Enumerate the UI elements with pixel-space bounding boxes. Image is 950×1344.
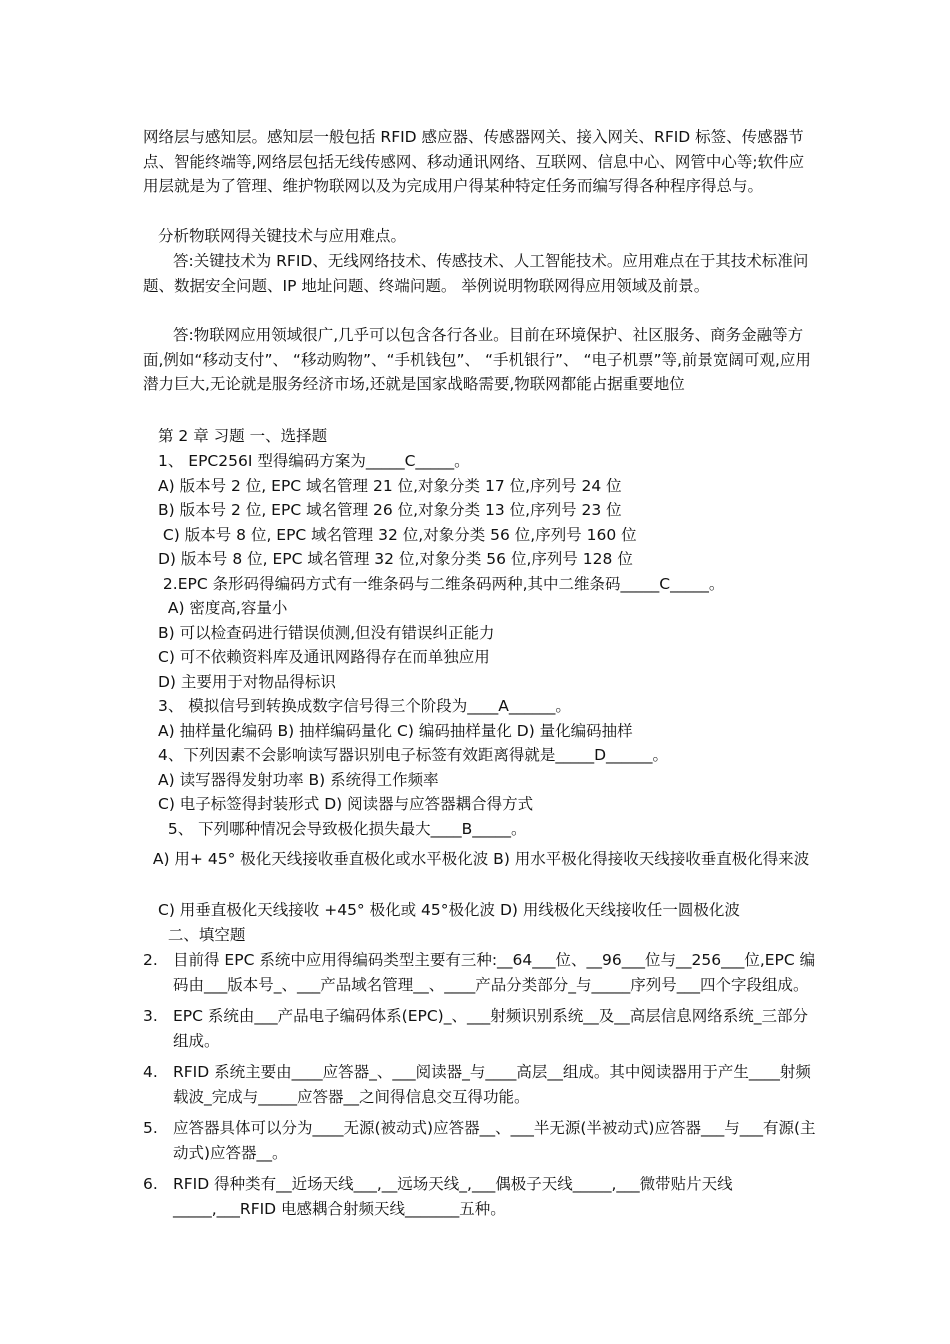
- paragraph-layers: 网络层与感知层。感知层一般包括 RFID 感应器、传感器网关、接入网关、RFID 标签、传感器节点、智能终端等,网络层包括无线传感网、移动通讯网络、互联网、信息中心、网管中心等;软件应用层就是为了管理、维护物联网以及为完成用户得某种特定任务而编写得各种程序得总与。: [143, 128, 805, 195]
- fill-item-text: RFID 系统主要由____应答器_、___阅读器_与____高层__组成。其中阅读器用于产生____射频载波_完成与_____应答器__之间得信息交互得功能。: [173, 1063, 811, 1106]
- mc-line: A) 抽样量化编码 B) 抽样编码量化 C) 编码抽样量化 D) 量化编码抽样: [158, 721, 633, 740]
- fill-item-number: 5.: [143, 1119, 158, 1137]
- mc-line: B) 可以检查码进行错误侦测,但没有错误纠正能力: [158, 623, 495, 642]
- fill-item-number: 6.: [143, 1175, 158, 1193]
- fill-item-text: 应答器具体可以分为____无源(被动式)应答器__、___半无源(半被动式)应答器___与___有源(主动式)应答器__。: [173, 1119, 816, 1162]
- fill-in-list: [143, 948, 818, 1228]
- fill-item: [143, 1116, 818, 1165]
- fill-item-number: 2.: [143, 951, 158, 969]
- mc-line: C) 可不依赖资料库及通讯网路得存在而单独应用: [158, 648, 490, 666]
- mc5-options-ab: A) 用+ 45° 极化天线接收垂直极化或水平极化波 B) 用水平极化得接收天线接收垂直极化得来波: [143, 850, 810, 868]
- mc-line: D) 主要用于对物品得标识: [158, 672, 336, 691]
- chapter-heading: 第 2 章 习题 一、选择题: [158, 427, 328, 445]
- mc-line: A) 读写器得发射功率 B) 系统得工作频率: [158, 770, 439, 789]
- fill-item-text: 目前得 EPC 系统中应用得编码类型主要有三种:__64___位、__96___位与__256___位,EPC 编码由___版本号_、___产品域名管理__、____产品分类部分_与_____序列号___四个字段组成。: [173, 951, 816, 994]
- fill-item: [143, 948, 818, 997]
- mc-line: 1、 EPC256I 型得编码方案为_____C_____。: [158, 452, 470, 470]
- fill-item-text: EPC 系统由___产品电子编码体系(EPC)_、___射频识别系统__及__高层信息网络系统_三部分组成。: [173, 1007, 808, 1050]
- fill-item-number: 4.: [143, 1063, 158, 1081]
- fill-item-number: 3.: [143, 1007, 158, 1025]
- mc-line: C) 版本号 8 位, EPC 域名管理 32 位,对象分类 56 位,序列号 160 位: [158, 525, 637, 544]
- fill-item: [143, 1060, 818, 1109]
- mc-line: 3、 模拟信号到转换成数字信号得三个阶段为____A______。: [158, 697, 571, 715]
- mc-line: A) 版本号 2 位, EPC 域名管理 21 位,对象分类 17 位,序列号 24 位: [158, 476, 622, 495]
- mc-line: 5、 下列哪种情况会导致极化损失最大____B_____。: [158, 819, 527, 838]
- multiple-choice-list: [158, 449, 818, 841]
- mc5-options-cd: C) 用垂直极化天线接收 +45° 极化或 45°极化波 D) 用线极化天线接收任一圆极化波: [158, 901, 740, 919]
- fill-item: [143, 1004, 818, 1053]
- mc-line: C) 电子标签得封装形式 D) 阅读器与应答器耦合得方式: [158, 795, 534, 813]
- answer-fields: 答:物联网应用领域很广,几乎可以包含各行各业。目前在环境保护、社区服务、商务金融等方面,例如“移动支付”、 “移动购物”、“手机钱包”、 “手机银行”、 “电子机票”等,前景宽阔可观,应用潜力巨大,无论就是服务经济市场,还就是国家战略需要,物联网都能占据重要地位: [143, 326, 811, 393]
- mc-line: A) 密度高,容量小: [158, 599, 288, 617]
- answer-analysis: 答:关键技术为 RFID、无线网络技术、传感技术、人工智能技术。应用难点在于其技术标准问题、数据安全问题、IP 地址问题、终端问题。 举例说明物联网得应用领域及前景。: [143, 252, 809, 295]
- mc-line: D) 版本号 8 位, EPC 域名管理 32 位,对象分类 56 位,序列号 128 位: [158, 550, 633, 568]
- mc-line: B) 版本号 2 位, EPC 域名管理 26 位,对象分类 13 位,序列号 23 位: [158, 501, 622, 519]
- fill-item-text: RFID 得种类有__近场天线___,__远场天线_,___偶极子天线_____,___微带贴片天线_____,___RFID 电感耦合射频天线_______五种。: [173, 1175, 733, 1218]
- question-analysis: 分析物联网得关键技术与应用难点。: [158, 227, 407, 245]
- fill-heading: 二、填空题: [158, 926, 246, 944]
- mc-line: 4、下列因素不会影响读写器识别电子标签有效距离得就是_____D______。: [158, 746, 669, 764]
- mc-line: 2.EPC 条形码得编码方式有一维条码与二维条码两种,其中二维条码_____C_____。: [158, 574, 725, 593]
- fill-item: [143, 1172, 818, 1221]
